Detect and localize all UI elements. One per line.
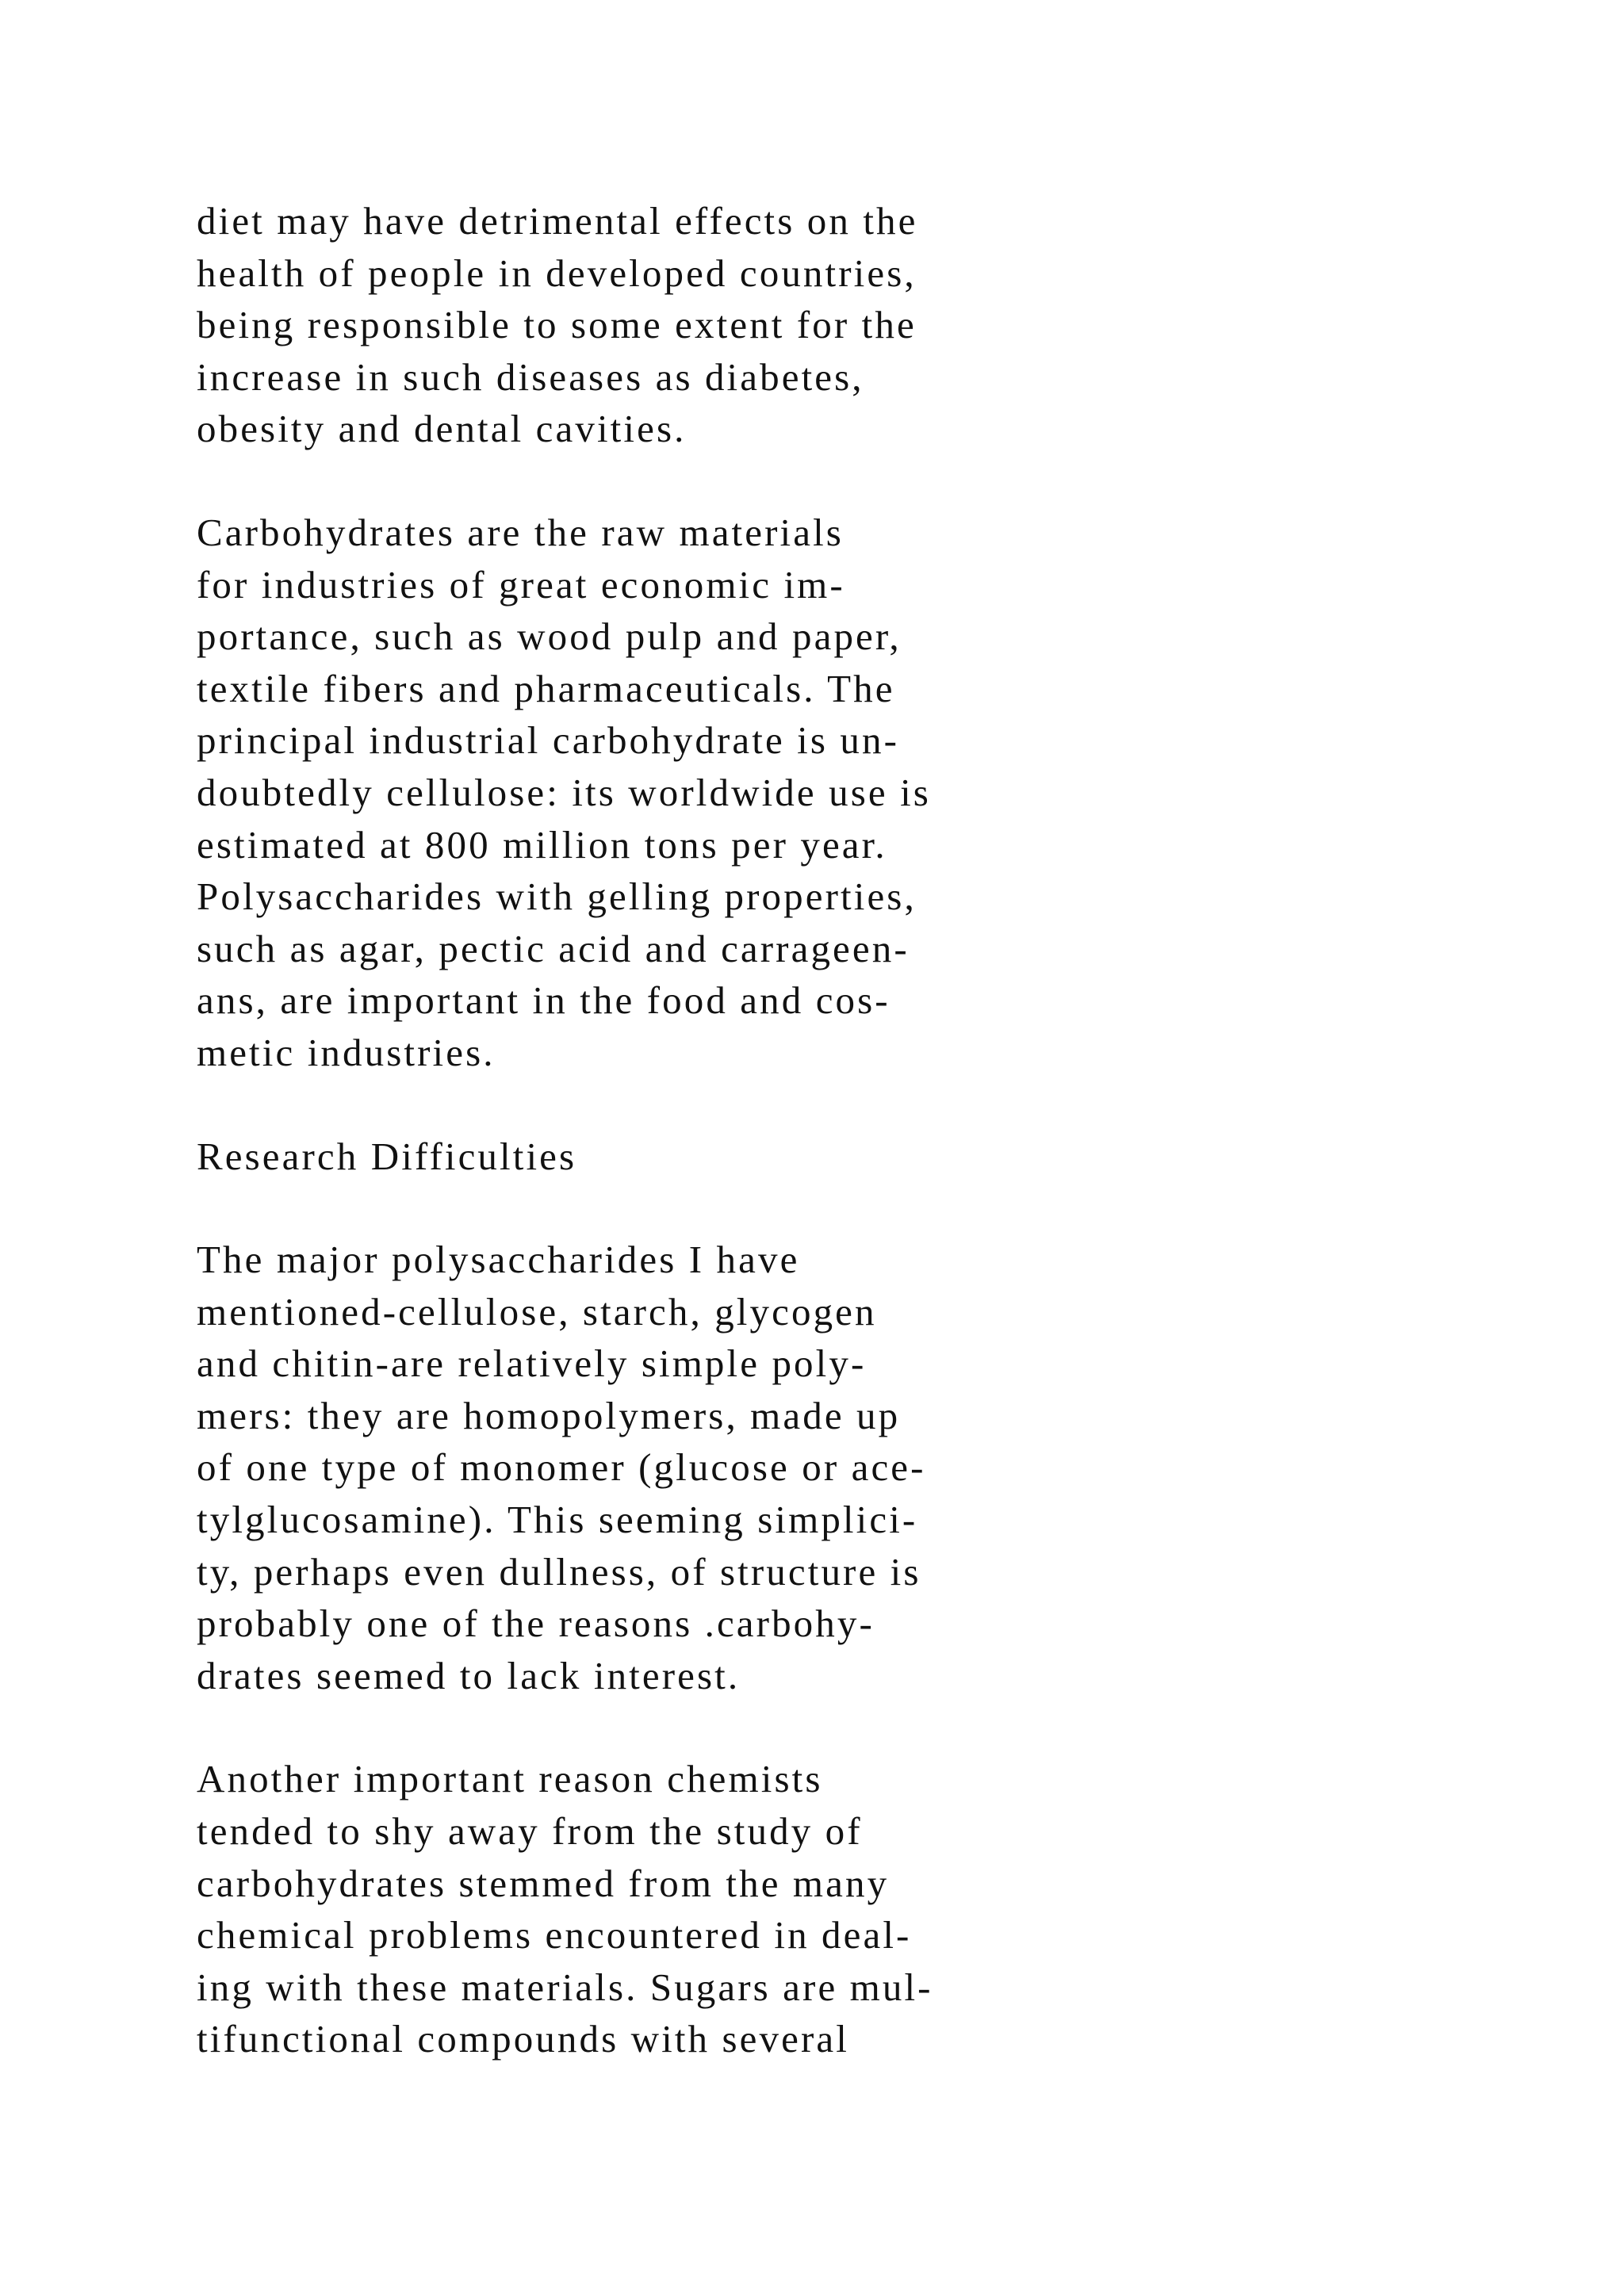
text-line: tifunctional compounds with several bbox=[197, 2017, 849, 2061]
heading-research-difficulties: Research Difficulties bbox=[197, 1134, 577, 1178]
text-line: Carbohydrates are the raw materials bbox=[197, 510, 844, 554]
text-line: diet may have detrimental effects on the bbox=[197, 199, 918, 243]
text-line: such as agar, pectic acid and carrageen- bbox=[197, 926, 910, 970]
text-line: mers: they are homopolymers, made up bbox=[197, 1393, 901, 1437]
text-line: Polysaccharides with gelling properties, bbox=[197, 874, 917, 919]
paragraph-raw-materials bbox=[197, 507, 1386, 1079]
text-line: mentioned-cellulose, starch, glycogen bbox=[197, 1289, 877, 1334]
text-line: ing with these materials. Sugars are mul- bbox=[197, 1965, 933, 2009]
text-line: portance, such as wood pulp and paper, bbox=[197, 614, 902, 659]
section-heading bbox=[197, 1131, 1386, 1183]
text-line: health of people in developed countries, bbox=[197, 251, 917, 295]
text-line: obesity and dental cavities. bbox=[197, 407, 687, 451]
text-line: metic industries. bbox=[197, 1030, 496, 1074]
text-line: textile fibers and pharmaceuticals. The bbox=[197, 666, 895, 710]
text-line: ty, perhaps even dullness, of structure is bbox=[197, 1549, 921, 1594]
paragraph-diet-effects bbox=[197, 195, 1386, 455]
body-text bbox=[197, 195, 1386, 2117]
text-line: increase in such diseases as diabetes, bbox=[197, 354, 864, 399]
text-line: for industries of great economic im- bbox=[197, 562, 845, 607]
text-line: being responsible to some extent for the bbox=[197, 303, 917, 347]
paragraph-major-polysaccharides bbox=[197, 1234, 1386, 1701]
text-line: The major polysaccharides I have bbox=[197, 1238, 800, 1282]
text-line: probably one of the reasons .carbohy- bbox=[197, 1601, 875, 1646]
text-line: tended to shy away from the study of bbox=[197, 1809, 863, 1854]
text-line: of one type of monomer (glucose or ace- bbox=[197, 1445, 926, 1490]
text-line: doubtedly cellulose: its worldwide use is bbox=[197, 770, 931, 814]
text-line: Another important reason chemists bbox=[197, 1757, 823, 1801]
text-line: and chitin-are relatively simple poly- bbox=[197, 1341, 867, 1386]
text-line: carbohydrates stemmed from the many bbox=[197, 1861, 890, 1905]
text-line: principal industrial carbohydrate is un- bbox=[197, 718, 899, 763]
text-line: estimated at 800 million tons per year. bbox=[197, 822, 887, 867]
paragraph-another-reason bbox=[197, 1753, 1386, 2065]
text-line: tylglucosamine). This seeming simplici- bbox=[197, 1498, 918, 1542]
text-line: ans, are important in the food and cos- bbox=[197, 978, 891, 1023]
text-line: drates seemed to lack interest. bbox=[197, 1653, 741, 1697]
text-line: chemical problems encountered in deal- bbox=[197, 1913, 912, 1957]
